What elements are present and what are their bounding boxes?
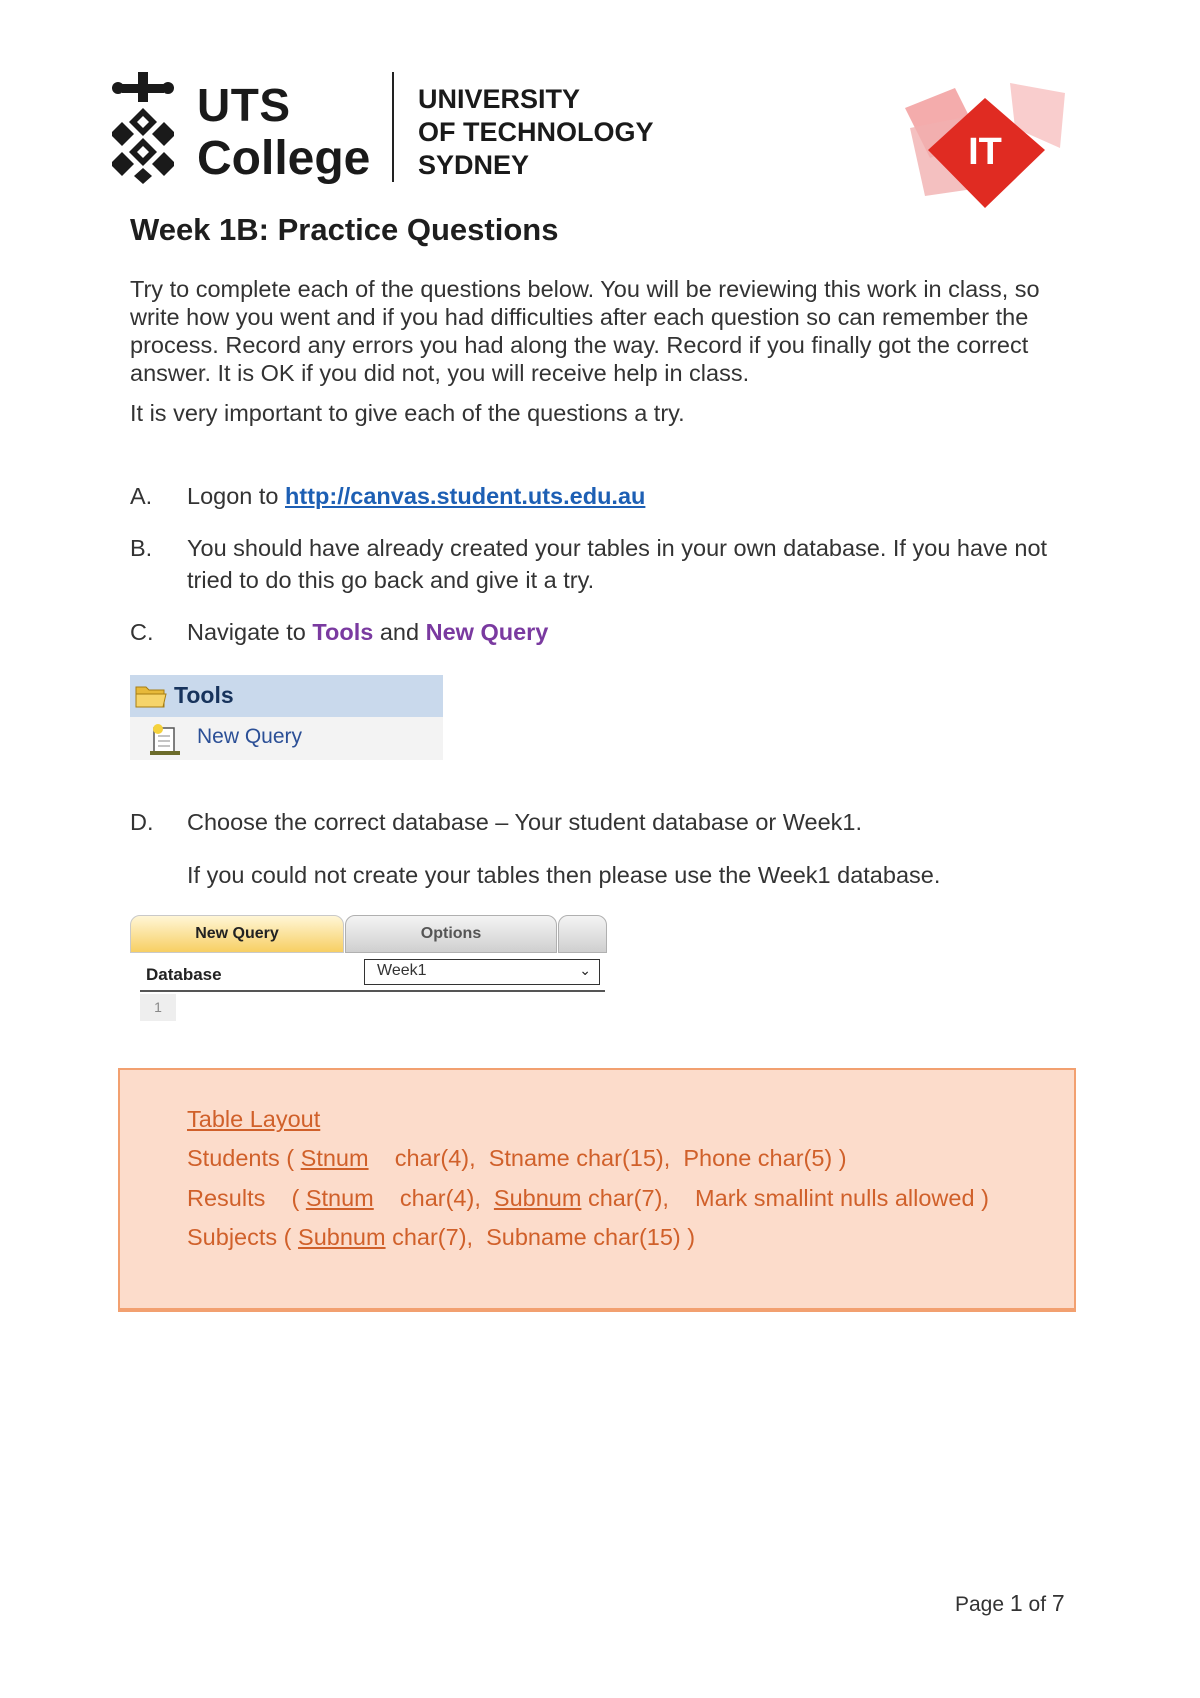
new-query-link[interactable]: New Query bbox=[197, 725, 303, 748]
table-layout-heading: Table Layout bbox=[187, 1106, 321, 1132]
item-d-note-text: If you could not create your tables then please use the Week1 database. bbox=[187, 862, 941, 888]
item-c-and: and bbox=[373, 619, 426, 645]
query-divider bbox=[140, 990, 605, 992]
new-query-highlight: New Query bbox=[425, 619, 549, 645]
chevron-down-icon: ⌄ bbox=[579, 962, 591, 978]
item-d bbox=[130, 806, 1070, 838]
line-number: 1 bbox=[140, 994, 176, 1021]
item-b bbox=[130, 532, 1070, 596]
tools-heading: Tools bbox=[174, 682, 234, 708]
item-b-text: You should have already created your tables in your own database. If you have not tried to do this go back and give it a try. bbox=[187, 535, 1048, 593]
query-panel bbox=[130, 915, 605, 1025]
uts-wordmark: UTS bbox=[197, 79, 291, 131]
tab-new-query[interactable]: New Query bbox=[130, 915, 344, 953]
page-number: Page 1 of 7 bbox=[955, 1590, 1065, 1616]
item-a bbox=[130, 480, 1070, 512]
database-select[interactable] bbox=[364, 959, 600, 985]
item-d-text: Choose the correct database – Your student database or Week1. bbox=[187, 809, 862, 835]
it-logo-text: IT bbox=[968, 131, 1002, 173]
tab-more[interactable] bbox=[558, 915, 607, 953]
results-definition: Results ( Stnum char(4), Subnum char(7), Mark smallint nulls allowed ) bbox=[187, 1185, 989, 1211]
item-a-text: Logon to bbox=[187, 483, 286, 509]
tools-header[interactable] bbox=[130, 675, 443, 717]
new-query-menu-item[interactable] bbox=[130, 717, 443, 760]
new-query-icon bbox=[148, 722, 182, 756]
item-c-letter: C. bbox=[130, 619, 154, 645]
it-logo bbox=[900, 78, 1070, 210]
subjects-definition: Subjects ( Subnum char(7), Subname char(15) ) bbox=[187, 1224, 696, 1250]
folder-icon bbox=[134, 683, 168, 709]
item-d-note bbox=[130, 859, 1070, 891]
university-line-1: UNIVERSITY bbox=[418, 84, 581, 114]
item-d-letter: D. bbox=[130, 809, 154, 835]
university-line-3: SYDNEY bbox=[418, 150, 530, 180]
item-b-letter: B. bbox=[130, 535, 153, 561]
intro-paragraph: Try to complete each of the questions below. You will be reviewing this work in class, so write how you went and if you had difficulties after each question so can remember the process. Record any errors you had along the way. Record if you finally got the correct answer. It is OK if you did not, you will receive help in class. bbox=[130, 276, 1040, 386]
item-a-letter: A. bbox=[130, 483, 153, 509]
college-wordmark: College bbox=[197, 132, 371, 185]
intro-note: It is very important to give each of the questions a try. bbox=[130, 400, 685, 426]
logo-divider bbox=[392, 72, 394, 182]
tools-highlight: Tools bbox=[312, 619, 374, 645]
database-select-value: Week1 bbox=[377, 962, 427, 979]
database-label: Database bbox=[146, 965, 222, 984]
university-line-2: OF TECHNOLOGY bbox=[418, 117, 654, 147]
item-c bbox=[130, 616, 1070, 648]
canvas-link[interactable]: http://canvas.student.uts.edu.au bbox=[285, 483, 646, 509]
tab-options[interactable]: Options bbox=[345, 915, 557, 953]
tools-panel bbox=[130, 675, 443, 760]
page-title: Week 1B: Practice Questions bbox=[130, 212, 559, 247]
uts-college-emblem bbox=[112, 72, 174, 184]
item-c-text: Navigate to bbox=[187, 619, 313, 645]
students-definition: Students ( Stnum char(4), Stname char(15), Phone char(5) ) bbox=[187, 1145, 847, 1171]
